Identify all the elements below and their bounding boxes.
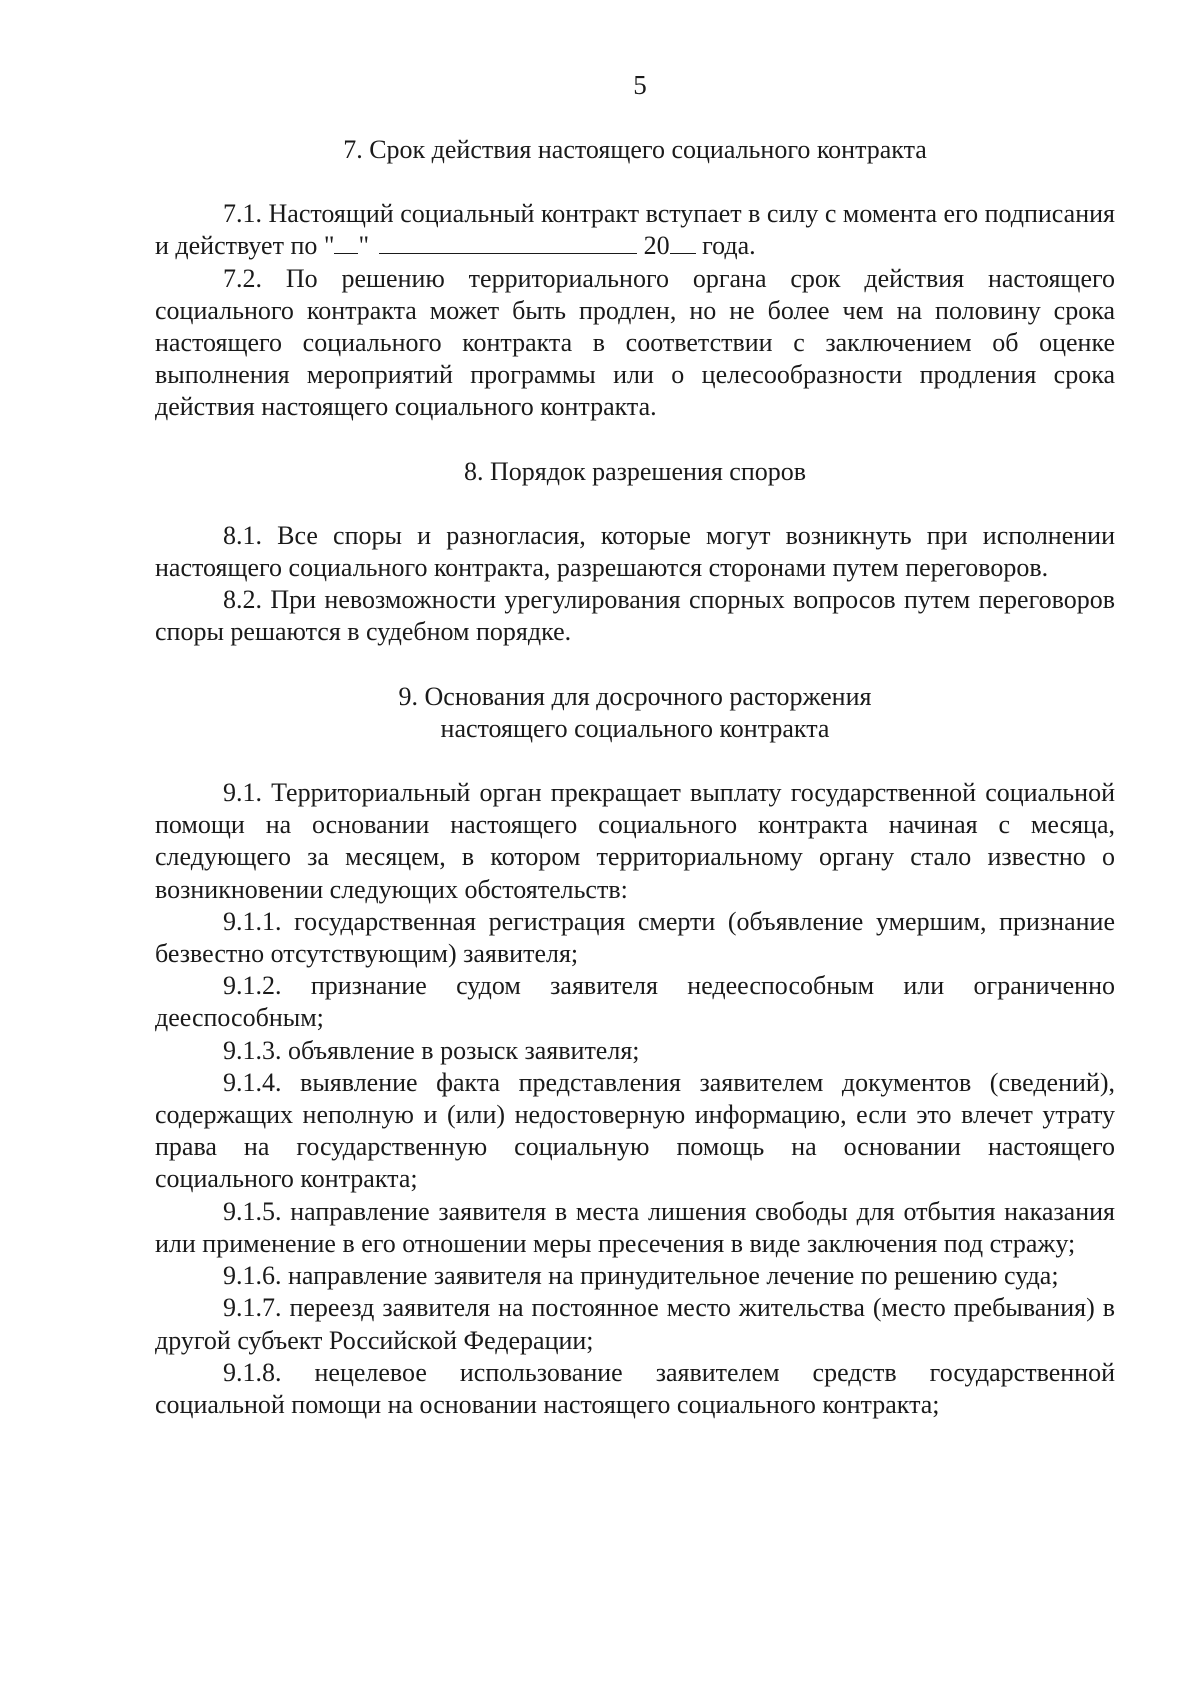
section-7-heading: 7. Срок действия настоящего социального контракта bbox=[343, 135, 927, 164]
year-prefix: 20 bbox=[637, 231, 670, 261]
section-8-heading: 8. Порядок разрешения споров bbox=[463, 456, 807, 486]
clause-9-1-3: 9.1.3. объявление в розыск заявителя; bbox=[223, 1035, 640, 1065]
year-suffix: года. bbox=[695, 231, 756, 261]
month-blank-line bbox=[379, 231, 637, 254]
section-9-heading-line2: настоящего социального контракта bbox=[440, 713, 830, 743]
clause-8-2: 8.2. При невозможности урегулирования спорных вопросов путем переговоров споры решаются в судебном порядке. bbox=[155, 585, 1115, 647]
clause-8-1: 8.1. Все споры и разногласия, которые могут возникнуть при исполнении настоящего социального контракта, разрешаются сторонами путем переговоров. bbox=[155, 520, 1115, 583]
clause-9-1-4: 9.1.4. выявление факта представления заявителем документов (сведений), содержащих неполную и (или) недостоверную информацию, если это влечет утрату права на государственную социальную помощь на основании настоящего социального контракта; bbox=[155, 1067, 1115, 1194]
spacer bbox=[155, 745, 1115, 777]
clause-9-1-6: 9.1.6. направление заявителя на принудительное лечение по решению суда; bbox=[223, 1261, 1059, 1291]
spacer bbox=[155, 424, 1115, 456]
spacer bbox=[155, 166, 1115, 198]
spacer bbox=[155, 649, 1115, 681]
clause-7-2: 7.2. По решению территориального органа срок действия настоящего социального контракта может быть продлен, но не более чем на половину срока настоящего социального контракта в соответствии с заключением об оценке выполнения мероприятий программы или о целесообразности продления срока действия настоящего социального контракта. bbox=[155, 263, 1115, 422]
clause-9-1-5: 9.1.5. направление заявителя в места лишения свободы для отбытия наказания или применение в его отношении меры пресечения в виде заключения под стражу; bbox=[155, 1196, 1115, 1258]
clause-9-1-7: 9.1.7. переезд заявителя на постоянное место жительства (место пребывания) в другой субъект Российской Федерации; bbox=[155, 1293, 1115, 1355]
document-body bbox=[155, 134, 1115, 1421]
clause-9-1: 9.1. Территориальный орган прекращает выплату государственной социальной помощи на основании настоящего социального контракта начиная с месяца, следующего за месяцем, в котором территориальному органу стало известно о возникновении следующих обстоятельств: bbox=[155, 778, 1115, 904]
clause-9-1-1: 9.1.1. государственная регистрация смерти (объявление умершим, признание безвестно отсутствующим) заявителя; bbox=[155, 906, 1115, 969]
clause-7-1-text: 7.1. Настоящий социальный контракт вступает в силу с момента его подписания и действует по " bbox=[155, 199, 1115, 261]
section-9-heading-line1: 9. Основания для досрочного расторжения bbox=[398, 681, 872, 711]
clause-7-1 bbox=[155, 198, 1115, 262]
clause-9-1-2: 9.1.2. признание судом заявителя недееспособным или ограниченно дееспособным; bbox=[155, 971, 1115, 1033]
clause-9-1-8: 9.1.8. нецелевое использование заявителем средств государственной социальной помощи на основании настоящего социального контракта; bbox=[155, 1357, 1115, 1419]
day-blank-line bbox=[334, 231, 358, 254]
year-blank-line bbox=[670, 231, 696, 254]
quote-mark: " bbox=[358, 231, 370, 261]
page-number: 5 bbox=[633, 70, 647, 100]
spacer bbox=[155, 488, 1115, 520]
